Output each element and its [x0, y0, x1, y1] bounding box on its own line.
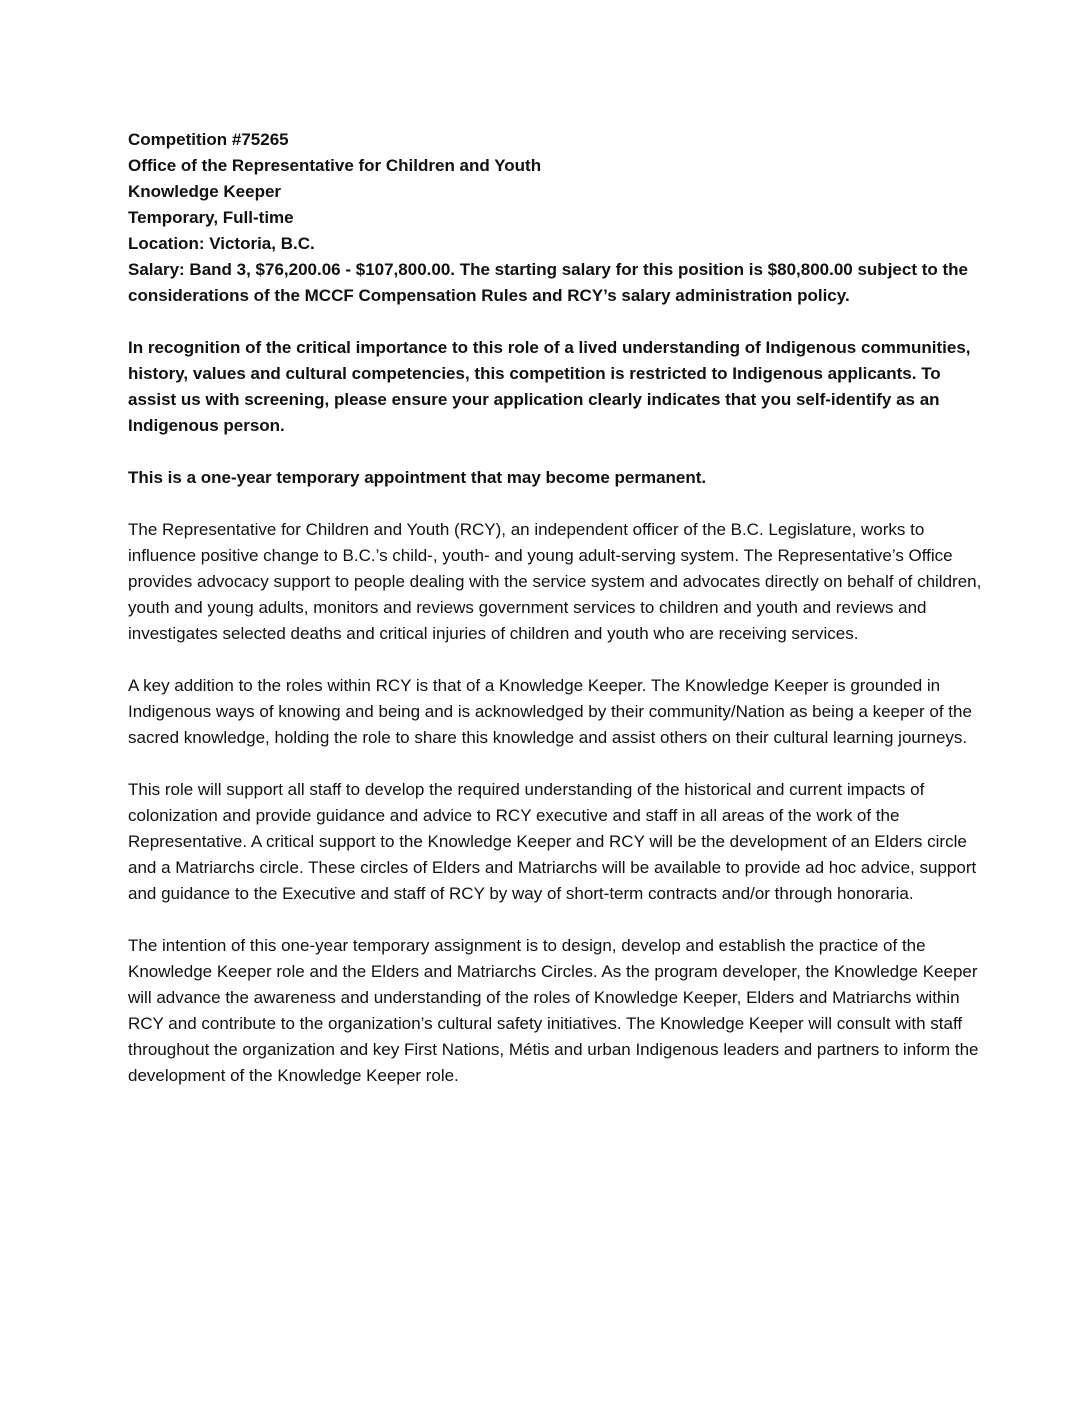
competition-number: Competition #75265 [128, 130, 289, 149]
employment-term: Temporary, Full-time [128, 208, 294, 227]
document-page [128, 127, 988, 1115]
salary-info: Salary: Band 3, $76,200.06 - $107,800.00. The starting salary for this position is $80,800.00 subject to the considerations of the MCCF Compensation Rules and RCY’s salary administration policy. [128, 260, 968, 305]
restriction-paragraph: In recognition of the critical importance to this role of a lived understanding of Indigenous communities, history, values and cultural competencies, this competition is restricted to Indigenous applicants. To assist us with screening, please ensure your application clearly indicates that you self-identify as an Indigenous person. [128, 338, 971, 435]
role-support-paragraph: This role will support all staff to develop the required understanding of the historical and current impacts of colonization and provide guidance and advice to RCY executive and staff in all areas of the work of the Representative. A critical support to the Knowledge Keeper and RCY will be the development of an Elders circle and a Matriarchs circle. These circles of Elders and Matriarchs will be available to provide ad hoc advice, support and guidance to the Executive and staff of RCY by way of short-term contracts and/or through honoraria. [128, 780, 977, 903]
key-addition-paragraph: A key addition to the roles within RCY is that of a Knowledge Keeper. The Knowledge Keeper is grounded in Indigenous ways of knowing and being and is acknowledged by their community/Nation as being a keeper of the sacred knowledge, holding the role to share this knowledge and assist others on their cultural learning journeys. [128, 676, 972, 747]
office-name: Office of the Representative for Children and Youth [128, 156, 542, 175]
intention-paragraph: The intention of this one-year temporary assignment is to design, develop and establish the practice of the Knowledge Keeper role and the Elders and Matriarchs Circles. As the program developer, the Knowledge Keeper will advance the awareness and understanding of the roles of Knowledge Keeper, Elders and Matriarchs within RCY and contribute to the organization’s cultural safety initiatives. The Knowledge Keeper will consult with staff throughout the organization and key First Nations, Métis and urban Indigenous leaders and partners to inform the development of the Knowledge Keeper role. [128, 936, 979, 1085]
about-rcy-paragraph: The Representative for Children and Youth (RCY), an independent officer of the B.C. Legislature, works to influence positive change to B.C.’s child-, youth- and young adult-serving system. The Representative’s Office provides advocacy support to people dealing with the service system and advocates directly on behalf of children, youth and young adults, monitors and reviews government services to children and youth and reviews and investigates selected deaths and critical injuries of children and youth who are receiving services. [128, 520, 982, 643]
job-location: Location: Victoria, B.C. [128, 234, 315, 253]
position-title: Knowledge Keeper [128, 182, 282, 201]
appointment-note: This is a one-year temporary appointment that may become permanent. [128, 468, 707, 487]
job-header [128, 127, 988, 309]
